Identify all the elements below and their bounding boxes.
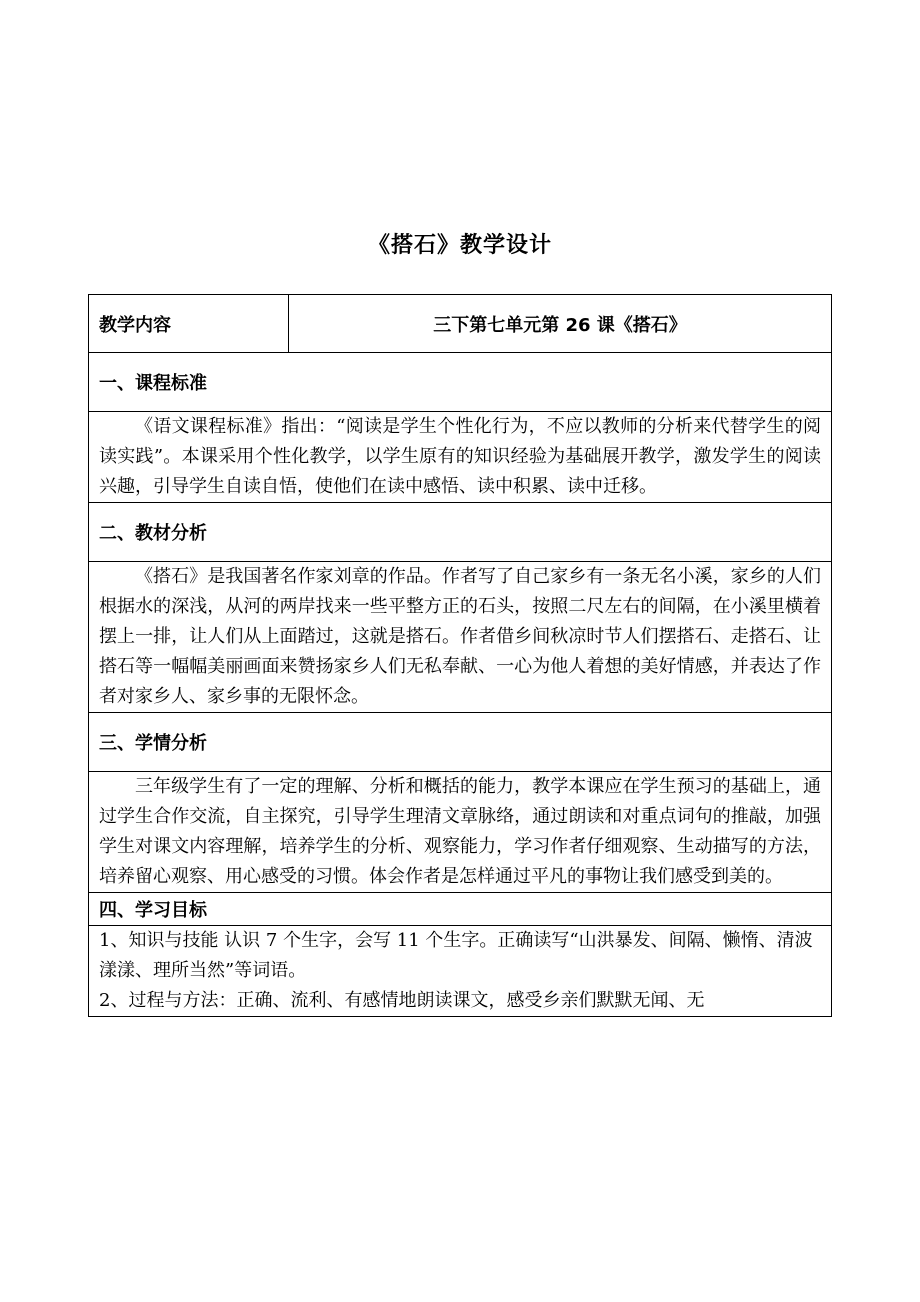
goal-item: 1、知识与技能 认识 7 个生字，会写 11 个生字。正确读写“山洪暴发、间隔、懒惰、清波漾漾、理所当然”等词语。 [99, 930, 813, 981]
section-row-curriculum [89, 353, 832, 412]
section-body-row-students [89, 772, 832, 893]
lesson-plan-table [88, 294, 832, 1017]
section-heading: 一、课程标准 [89, 353, 832, 412]
section-heading: 四、学习目标 [89, 893, 832, 926]
goals-list [89, 926, 832, 1017]
document-title: 《搭石》教学设计 [367, 233, 552, 258]
section-row-goals [89, 893, 832, 926]
section-heading: 三、学情分析 [89, 713, 832, 772]
section-row-material [89, 503, 832, 562]
teaching-content-value: 三下第七单元第 26 课《搭石》 [289, 295, 832, 353]
teaching-content-row [89, 295, 832, 353]
section-paragraph: 三年级学生有了一定的理解、分析和概括的能力，教学本课应在学生预习的基础上，通过学生合作交流，自主探究，引导学生理清文章脉络，通过朗读和对重点词句的推敲，加强学生对课文内容理解，培养学生的分析、观察能力，学习作者仔细观察、生动描写的方法，培养留心观察、用心感受的习惯。体会作者是怎样通过平凡的事物让我们感受到美的。 [89, 772, 832, 893]
teaching-content-label: 教学内容 [89, 295, 289, 353]
section-body-row-goals [89, 926, 832, 1017]
section-paragraph: 《搭石》是我国著名作家刘章的作品。作者写了自己家乡有一条无名小溪，家乡的人们根据水的深浅，从河的两岸找来一些平整方正的石头，按照二尺左右的间隔，在小溪里横着摆上一排，让人们从上面踏过，这就是搭石。作者借乡间秋凉时节人们摆搭石、走搭石、让搭石等一幅幅美丽画面来赞扬家乡人们无私奉献、一心为他人着想的美好情感，并表达了作者对家乡人、家乡事的无限怀念。 [89, 562, 832, 713]
section-paragraph: 《语文课程标准》指出：“阅读是学生个性化行为，不应以教师的分析来代替学生的阅读实践”。本课采用个性化教学，以学生原有的知识经验为基础展开教学，激发学生的阅读兴趣，引导学生自读自悟，使他们在读中感悟、读中积累、读中迁移。 [89, 412, 832, 503]
section-body-row-curriculum [89, 412, 832, 503]
section-body-row-material [89, 562, 832, 713]
goal-item: 2、过程与方法：正确、流利、有感情地朗读课文，感受乡亲们默默无闻、无 [99, 990, 705, 1011]
section-heading: 二、教材分析 [89, 503, 832, 562]
section-row-students [89, 713, 832, 772]
